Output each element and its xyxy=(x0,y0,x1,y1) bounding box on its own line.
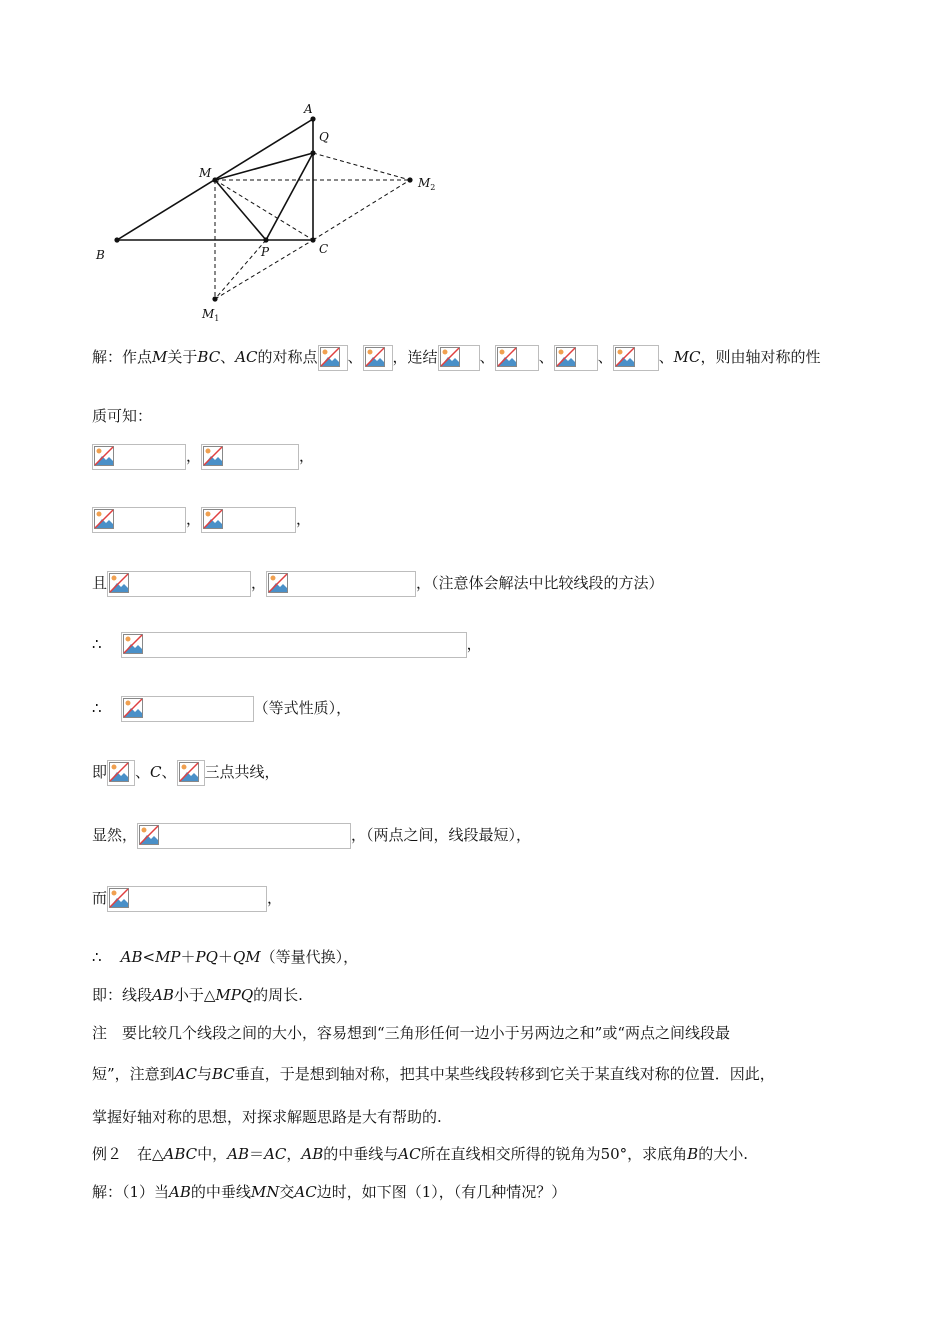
point-P xyxy=(263,237,268,242)
text-line-12: 即：线段AB小于△MPQ的周长. xyxy=(92,986,303,1004)
text-line-5: 且 ， ，（注意体会解法中比较线段的方法） xyxy=(92,571,664,597)
dashed-MC xyxy=(215,180,313,240)
geometry-diagram xyxy=(88,95,448,330)
broken-image-icon xyxy=(363,345,393,371)
segment-PQ xyxy=(266,153,313,240)
point-M1 xyxy=(212,296,217,301)
broken-image-icon xyxy=(137,823,351,849)
broken-image-icon xyxy=(201,444,299,470)
dashed-QM2 xyxy=(313,153,410,180)
dashed-PM1 xyxy=(215,240,266,299)
broken-image-icon xyxy=(495,345,539,371)
broken-image-icon xyxy=(201,507,296,533)
text-line-4: ， ， xyxy=(92,507,311,533)
text-line-14: 短”，注意到AC与BC垂直，于是想到轴对称，把其中某些线段转移到它关于某直线对称的位置．因此， xyxy=(92,1065,775,1083)
text-line-17: 解：（1）当AB的中垂线MN交AC边时，如下图（1），（有几种情况？） xyxy=(92,1183,567,1201)
label-M: M xyxy=(199,166,212,180)
dashed-CM2 xyxy=(313,180,410,240)
label-Q: Q xyxy=(319,130,329,144)
text-line-2: 质可知： xyxy=(92,407,153,425)
label-C: C xyxy=(319,242,329,256)
broken-image-icon xyxy=(92,507,186,533)
text-line-9: 显然， ，（两点之间，线段最短）， xyxy=(92,823,531,849)
label-P: P xyxy=(261,245,270,259)
broken-image-icon xyxy=(613,345,659,371)
text-line-15: 掌握好轴对称的思想，对探求解题思路是大有帮助的. xyxy=(92,1108,442,1126)
label-M1: $M_1$ xyxy=(202,307,220,323)
text-line-10: 而 ， xyxy=(92,886,282,912)
text-line-1: 解：作点M关于BC、AC的对称点 、 ，连结 、 、 、 、MC，则由轴对称的性 xyxy=(92,345,820,371)
text-line-13: 注 要比较几个线段之间的大小，容易想到“三角形任何一边小于另两边之和”或“两点之间线段最 xyxy=(92,1024,731,1042)
label-A: A xyxy=(304,102,313,116)
text-line-3: ， ， xyxy=(92,444,314,470)
label-M2: $M_2$ xyxy=(418,176,436,192)
broken-image-icon xyxy=(438,345,480,371)
point-Q xyxy=(310,150,315,155)
broken-image-icon xyxy=(121,696,254,722)
broken-image-icon xyxy=(107,886,267,912)
segment-MP xyxy=(215,180,266,240)
broken-image-icon xyxy=(177,760,205,786)
text-line-11: ∴ AB<MP＋PQ＋QM（等量代换）， xyxy=(92,948,359,966)
point-M xyxy=(212,177,217,182)
broken-image-icon xyxy=(107,571,251,597)
broken-image-icon xyxy=(554,345,598,371)
segment-MQ xyxy=(215,153,313,180)
text-line-8: 即 、C、 三点共线， xyxy=(92,760,280,786)
broken-image-icon xyxy=(107,760,135,786)
text-line-7: ∴ （等式性质）， xyxy=(92,696,351,722)
broken-image-icon xyxy=(318,345,348,371)
label-B: B xyxy=(96,248,105,262)
point-C xyxy=(310,237,315,242)
text-line-16: 例２ 在△ABC中，AB＝AC，AB的中垂线与AC所在直线相交所得的锐角为50°，求底角B的大小. xyxy=(92,1145,748,1163)
point-A xyxy=(310,116,315,121)
broken-image-icon xyxy=(266,571,416,597)
point-B xyxy=(114,237,119,242)
point-M2 xyxy=(407,177,412,182)
broken-image-icon xyxy=(92,444,186,470)
text-line-6: ∴ ， xyxy=(92,632,482,658)
broken-image-icon xyxy=(121,632,467,658)
